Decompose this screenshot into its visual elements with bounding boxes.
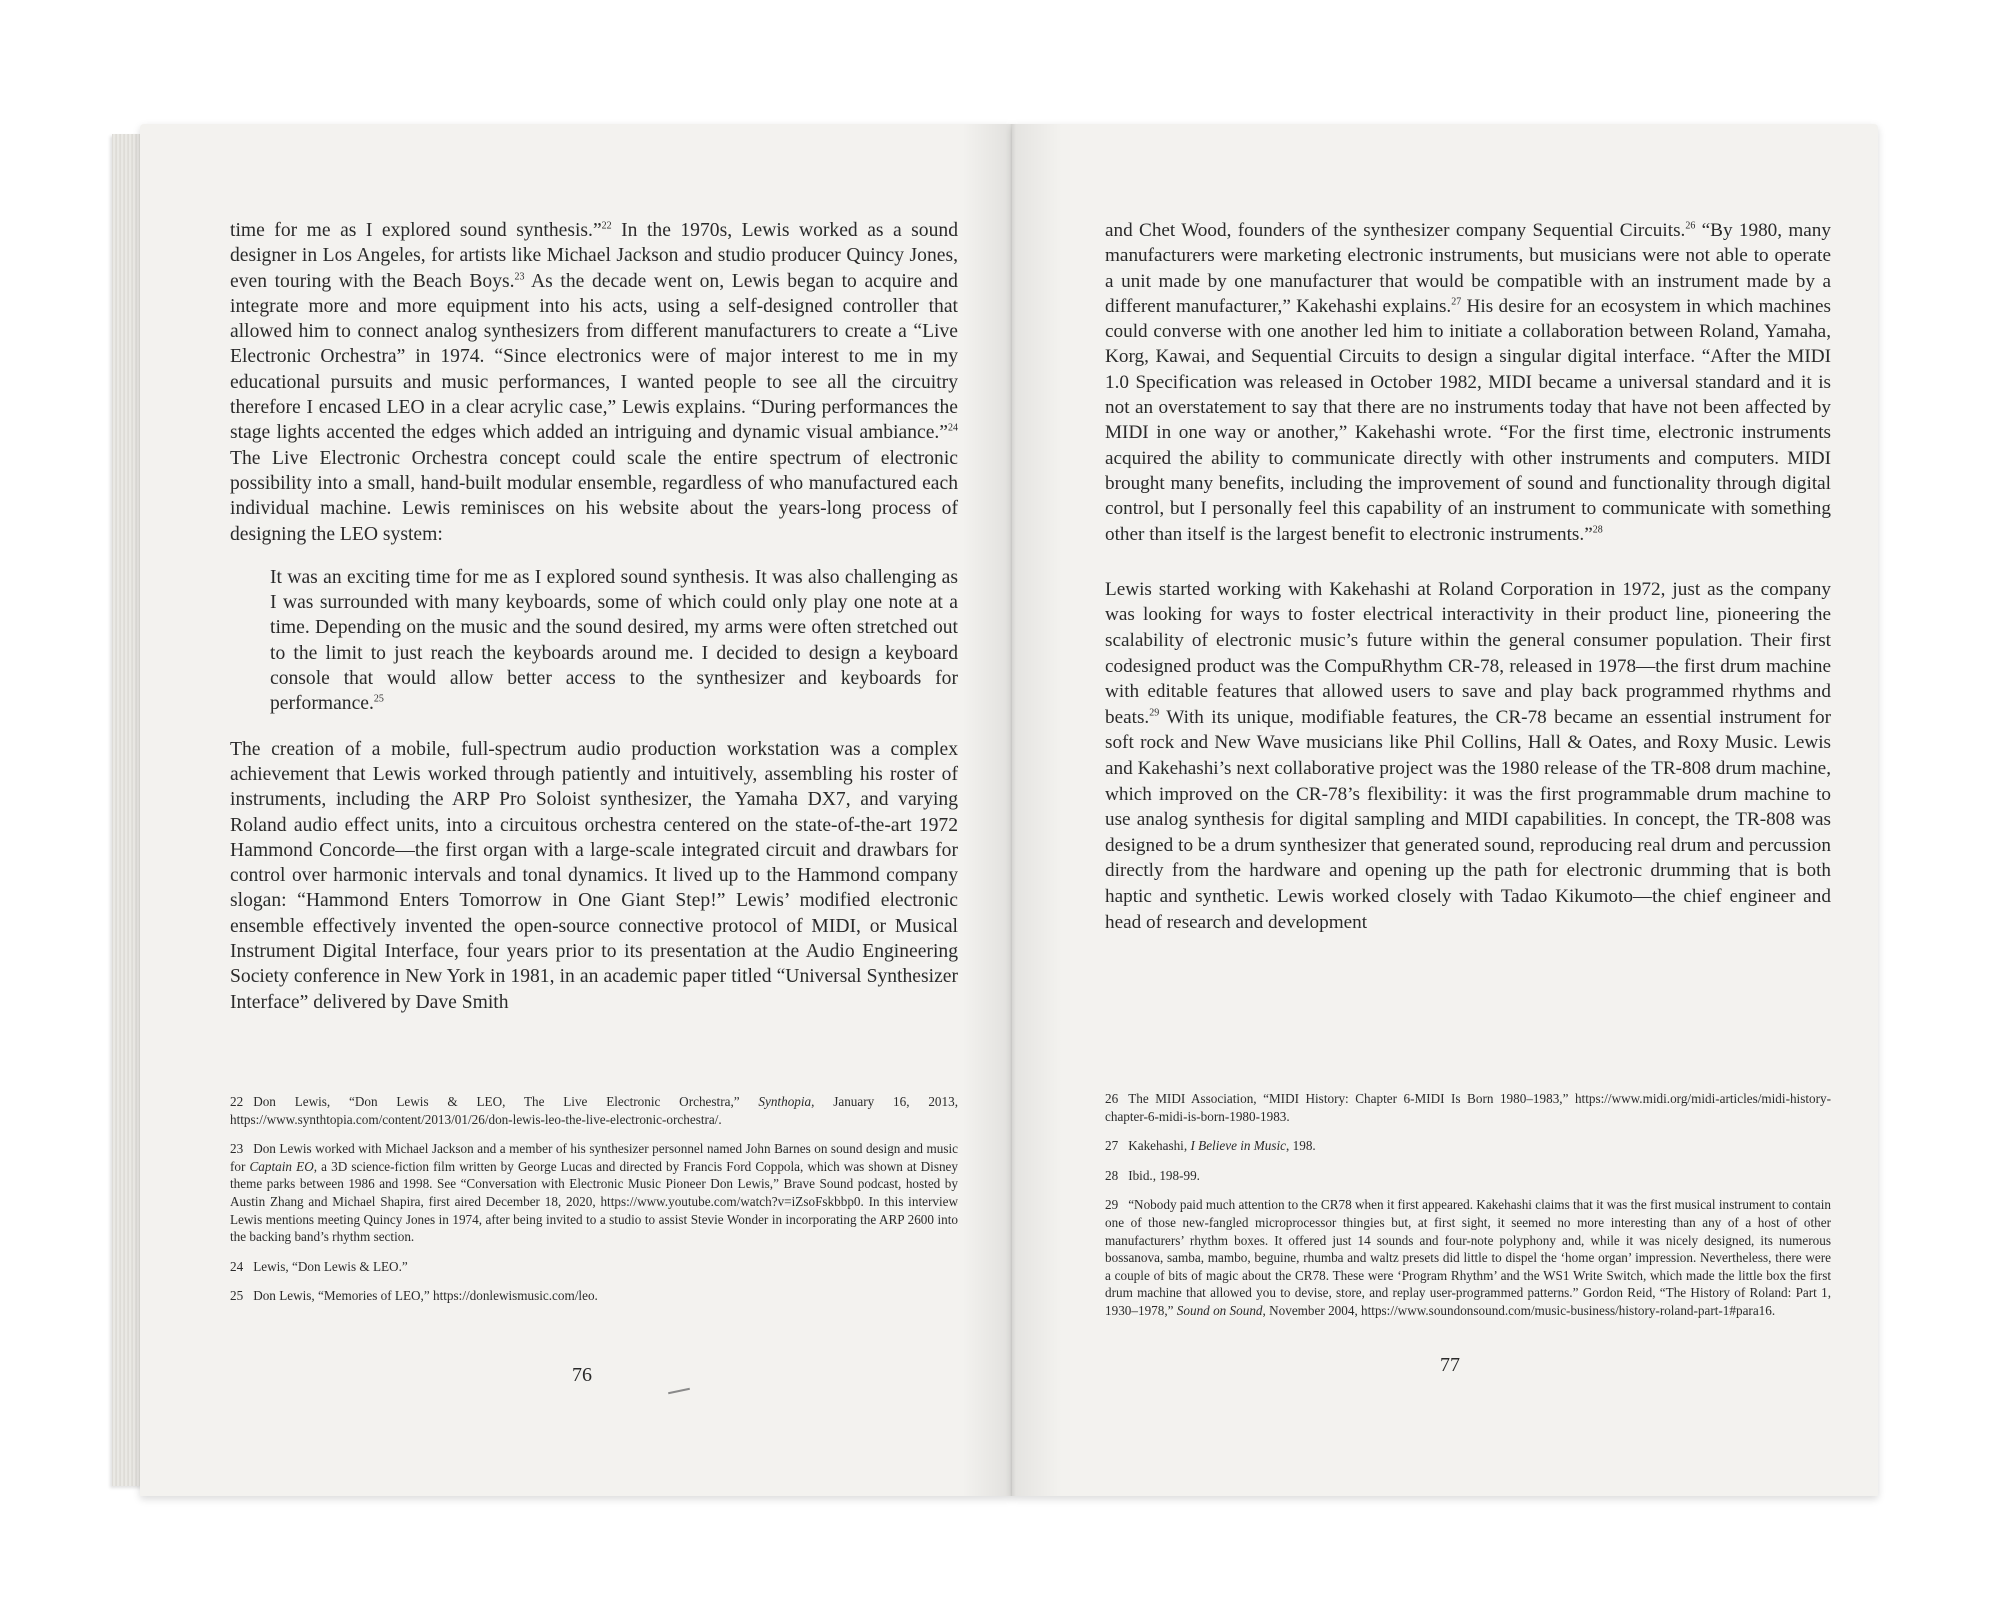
footnote-25: [230, 1287, 958, 1305]
footnote-text: Don Lewis worked with Michael Jackson and a member of his synthesizer personnel named John Barnes on sound design and music for: [230, 1141, 958, 1174]
text-run: His desire for an ecosystem in which machines could converse with one another led him to initiate a collaboration between Roland, Yamaha, Korg, Kawai, and Sequential Circuits to design a singular digital interface. “After the MIDI 1.0 Specification was released in October 1982, MIDI became a universal standard and it is not an overstatement to say that there are no instruments today that have not been affected by MIDI in one way or another,” Kakehashi wrote. “For the first time, electronic instruments acquired the ability to communicate directly with other instruments and computers. MIDI brought many benefits, including the improvement of sound and functionality through digital control, but I personally feel this capability of an instrument to communicate with something other than itself is the largest benefit to electronic instruments.”: [1105, 295, 1832, 545]
footnote-ref-27[interactable]: 27: [1451, 296, 1462, 308]
text-run: time for me as I explored sound synthesis.”: [230, 220, 602, 241]
left-paragraph-1: [230, 218, 958, 547]
left-footnotes: [230, 1093, 958, 1317]
text-run: The Live Electronic Orchestra concept could scale the entire spectrum of electronic possibility into a small, hand-built modular ensemble, regardless of who manufactured each individual machine. Lewis reminisces on his website about the years-long process of designing the LEO system:: [230, 447, 958, 545]
footnote-text: , November 2004, https://www.soundonsound.com/music-business/history-roland-part-1#para16.: [1262, 1302, 1776, 1318]
quote-text: It was an exciting time for me as I explored sound synthesis. It was also challenging as I was surrounded with many keyboards, some of which could only play one note at a time. Depending on the music and the sound desired, my arms were often stretched out to the limit to just reach the keyboards around me. I decided to design a keyboard console that would allow better access to the synthesizer and keyboards for performance.: [270, 566, 958, 715]
footnote-text: Lewis, “Don Lewis & LEO.”: [253, 1258, 408, 1274]
footnote-number: 22: [230, 1094, 244, 1109]
footnote-number: 24: [230, 1258, 244, 1274]
footnote-text: Ibid., 198-99.: [1128, 1167, 1200, 1183]
footnote-29: [1105, 1196, 1831, 1319]
footnote-text: Kakehashi,: [1128, 1138, 1191, 1154]
footnote-number: 27: [1105, 1138, 1119, 1154]
page-number-right: 77: [1440, 1354, 1460, 1376]
footnote-ref-28[interactable]: 28: [1592, 524, 1603, 536]
block-quote: [270, 565, 958, 717]
left-paragraph-2: The creation of a mobile, full-spectrum audio production workstation was a complex achievement that Lewis worked through patiently and intuitively, assembling his roster of instruments, including the ARP Pro Soloist synthesizer, the Yamaha DX7, and varying Roland audio effect units, into a circuitous orchestra centered on the state-of-the-art 1972 Hammond Concorde—the first organ with a large-scale integrated circuit and drawbars for control over harmonic intervals and tonal dynamics. It lived up to the Hammond company slogan: “Hammond Enters Tomorrow in One Giant Step!” Lewis’ modified electronic ensemble effectively invented the open-source connective protocol of MIDI, or Musical Instrument Digital Interface, four years prior to its presentation at the Audio Engineering Society conference in New York in 1981, in an academic paper titled “Universal Synthesizer Interface” delivered by Dave Smith: [230, 738, 958, 1013]
text-run: With its unique, modifiable features, the CR-78 became an essential instrument for soft rock and New Wave musicians like Phil Collins, Hall & Oates, and Roxy Music. Lewis and Kakehashi’s next collaborative project was the 1980 release of the TR-808 drum machine, which improved on the CR-78’s flexibility: it was the first programmable drum machine to use analog synthesis for digital sampling and MIDI capabilities. In concept, the TR-808 was designed to be a drum synthesizer that generated sound, reproducing real drum and percussion directly from the hardware and opening up the path for electronic drumming that is both haptic and synthetic. Lewis worked closely with Tadao Kikumoto—the chief engineer and head of research and development: [1105, 706, 1831, 933]
footnote-italic: Sound on Sound: [1176, 1302, 1263, 1318]
text-run: In the 1970s, Lewis worked as a sound designer in Los Angeles, for artists like Michael Jackson and studio producer Quincy Jones, even touring with the Beach Boys.: [230, 220, 958, 292]
footnote-23: [230, 1140, 958, 1246]
text-run: “By 1980, many manufacturers were marketing electronic instruments, but musicians were not able to operate a unit made by one manufacturer that would be compatible with an instrument made by a different manufacturer,” Kakehashi explains.: [1105, 220, 1831, 317]
footnote-26: [1105, 1090, 1831, 1125]
right-footnotes: [1105, 1090, 1831, 1332]
footnote-number: 26: [1105, 1091, 1119, 1106]
footnote-number: 29: [1105, 1197, 1119, 1213]
right-paragraph-2: [1105, 577, 1831, 935]
footnote-italic: I Believe in Music: [1190, 1138, 1287, 1154]
footnote-italic: Captain EO: [249, 1158, 314, 1174]
footnote-ref-29[interactable]: 29: [1149, 707, 1160, 719]
footnote-text: , a 3D science-fiction film written by George Lucas and directed by Francis Ford Coppola, which was shown at Disney theme parks between 1986 and 1998. See “Conversation with Electronic Music Pioneer Don Lewis,” Brave Sound podcast, hosted by Austin Zhang and Michael Shapira, first aired December 18, 2020, https://www.youtube.com/watch?v=iZsoFskbbp0. In this interview Lewis mentions meeting Quincy Jones in 1974, after being invited to a studio to assist Stevie Wonder in incorporating the ARP 2600 into the backing band’s rhythm section.: [230, 1158, 958, 1245]
left-page-body: [230, 218, 958, 1015]
footnote-22: [230, 1093, 958, 1128]
footnote-ref-25[interactable]: 25: [373, 693, 384, 705]
right-page-body: [1105, 218, 1831, 935]
footnote-28: [1105, 1167, 1831, 1185]
footnote-text: “Nobody paid much attention to the CR78 when it first appeared. Kakehashi claims that it was the first musical instrument to contain one of those new-fangled microprocessor thingies but, at first sight, it seemed no more interesting than any of a host of other manufacturers’ rhythm boxes. It offered just 14 sounds and four-note polyphony and, while it was nicely designed, its numerous bossanova, samba, mambo, beguine, rhumba and waltz presets did little to dispel the ‘home organ’ impression. Nevertheless, there were a couple of bits of magic about the CR78. These were ‘Program Rhythm’ and the WS1 Write Switch, which made the little box the first drum machine that allowed you to devise, store, and replay user-programmed patterns.” Gordon Reid, “The History of Roland: Part 1, 1930–1978,”: [1105, 1197, 1831, 1318]
page-number-left: 76: [572, 1364, 592, 1386]
text-run: As the decade went on, Lewis began to acquire and integrate more and more equipment into his acts, using a self-designed controller that allowed him to connect analog synthesizers from different manufacturers to create a “Live Electronic Orchestra” in 1974. “Since electronics were of major interest to me in my educational pursuits and music performances, I wanted people to see all the circuitry therefore I encased LEO in a clear acrylic case,” Lewis explains. “During performances the stage lights accented the edges which added an intriguing and dynamic visual ambiance.”: [230, 270, 958, 444]
footnote-text: Don Lewis, “Memories of LEO,” https://donlewismusic.com/leo.: [253, 1288, 598, 1304]
footnote-24: [230, 1258, 958, 1276]
footnote-number: 25: [230, 1288, 244, 1304]
footnote-italic: Synthopia: [758, 1094, 812, 1109]
footnote-27: [1105, 1137, 1831, 1155]
footnote-text: Don Lewis, “Don Lewis & LEO, The Live Electronic Orchestra,”: [253, 1094, 759, 1109]
text-run: Lewis started working with Kakehashi at Roland Corporation in 1972, just as the company was looking for ways to foster electrical interactivity in their product line, pioneering the scalability of electronic music’s future within the general consumer population. Their first codesigned product was the CompuRhythm CR-78, released in 1978—the first drum machine with editable features that allowed users to save and play back programmed rhythms and beats.: [1105, 578, 1831, 728]
footnote-ref-23[interactable]: 23: [514, 271, 525, 283]
footnote-number: 28: [1105, 1167, 1119, 1183]
footnote-text: , 198.: [1286, 1138, 1316, 1154]
footnote-ref-26[interactable]: 26: [1685, 220, 1696, 232]
footnote-number: 23: [230, 1141, 244, 1157]
text-run: and Chet Wood, founders of the synthesizer company Sequential Circuits.: [1105, 220, 1686, 241]
footnote-text: , January 16, 2013, https://www.synthtopia.com/content/2013/01/26/don-lewis-leo-the-live-electronic-orchestra/.: [230, 1094, 958, 1127]
footnote-ref-24[interactable]: 24: [948, 422, 958, 434]
right-paragraph-1: [1105, 218, 1831, 547]
footnote-text: The MIDI Association, “MIDI History: Chapter 6-MIDI Is Born 1980–1983,” https://www.midi.org/midi-articles/midi-history-chapter-6-midi-is-born-1980-1983.: [1105, 1091, 1831, 1124]
footnote-ref-22[interactable]: 22: [601, 220, 612, 232]
